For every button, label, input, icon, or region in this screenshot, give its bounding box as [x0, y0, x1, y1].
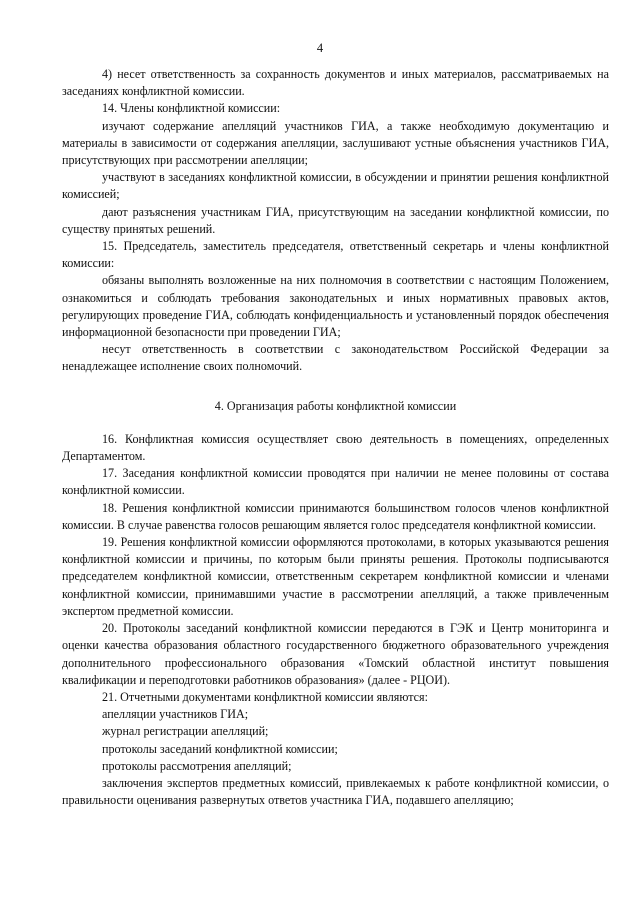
paragraph: обязаны выполнять возложенные на них полномочия в соответствии с настоящим Положением, ознакомиться и соблюдать требования законодательных и иных нормативных правовых актов, регулирующих проведение ГИА, соблюдать конфиденциальность и установленный порядок обеспечения информационной безопасности при проведении ГИА;	[62, 273, 609, 340]
paragraph: журнал регистрации апелляций;	[102, 724, 269, 739]
paragraph: протоколы рассмотрения апелляций;	[102, 758, 292, 773]
section-heading: 4. Организация работы конфликтной комиссии	[214, 398, 457, 413]
paragraph: 15. Председатель, заместитель председателя, ответственный секретарь и члены конфликтной комиссии:	[62, 239, 609, 271]
paragraph: 21. Отчетными документами конфликтной комиссии являются:	[102, 689, 428, 704]
paragraph: 19. Решения конфликтной комиссии оформляются протоколами, в которых указываются решения конфликтной комиссии и причины, по которым были приняты решения. Протоколы подписываются председателем конфликтной комиссии, ответственным секретарем конфликтной комиссии и членами конфликтной комиссии, принимавшими участие в рассмотрении апелляций, а также привлеченным экспертом предметной комиссии.	[62, 535, 609, 618]
paragraph: дают разъяснения участникам ГИА, присутствующим на заседании конфликтной комиссии, по существу принятых решений.	[62, 204, 609, 236]
paragraph: заключения экспертов предметных комиссий, привлекаемых к работе конфликтной комиссии, о правильности оценивания развернутых ответов участника ГИА, подавшего апелляцию;	[62, 775, 609, 808]
paragraph: 14. Члены конфликтной комиссии:	[102, 101, 281, 116]
paragraph: 16. Конфликтная комиссия осуществляет свою деятельность в помещениях, определенных Департаментом.	[62, 431, 609, 464]
document-body	[62, 66, 609, 809]
paragraph: 18. Решения конфликтной комиссии принимаются большинством голосов членов конфликтной комиссии. В случае равенства голосов решающим является голос председателя конфликтной комиссии.	[62, 500, 609, 532]
paragraph: 4) несет ответственность за сохранность документов и иных материалов, рассматриваемых на заседаниях конфликтной комиссии.	[62, 67, 609, 99]
paragraph: несут ответственность в соответствии с законодательством Российской Федерации за ненадлежащее исполнение своих полномочий.	[62, 342, 609, 374]
paragraph: участвуют в заседаниях конфликтной комиссии, в обсуждении и принятии решения конфликтной комиссией;	[62, 170, 609, 202]
paragraph: 20. Протоколы заседаний конфликтной комиссии передаются в ГЭК и Центр мониторинга и оценки качества образования областного государственного бюджетного образовательного учреждения дополнительного профессионального образования «Томский областной институт повышения квалификации и переподготовки работников образования» (далее - РЦОИ).	[62, 621, 609, 687]
page-number: 4	[316, 41, 324, 55]
paragraph: изучают содержание апелляций участников ГИА, а также необходимую документацию и материалы в зависимости от содержания апелляции, заслушивают устные объяснения участников ГИА, присутствующих при рассмотрении апелляции;	[62, 118, 609, 168]
paragraph: протоколы заседаний конфликтной комиссии;	[102, 741, 338, 756]
paragraph: 17. Заседания конфликтной комиссии проводятся при наличии не менее половины от состава конфликтной комиссии.	[62, 466, 609, 498]
paragraph: апелляции участников ГИА;	[102, 707, 249, 722]
